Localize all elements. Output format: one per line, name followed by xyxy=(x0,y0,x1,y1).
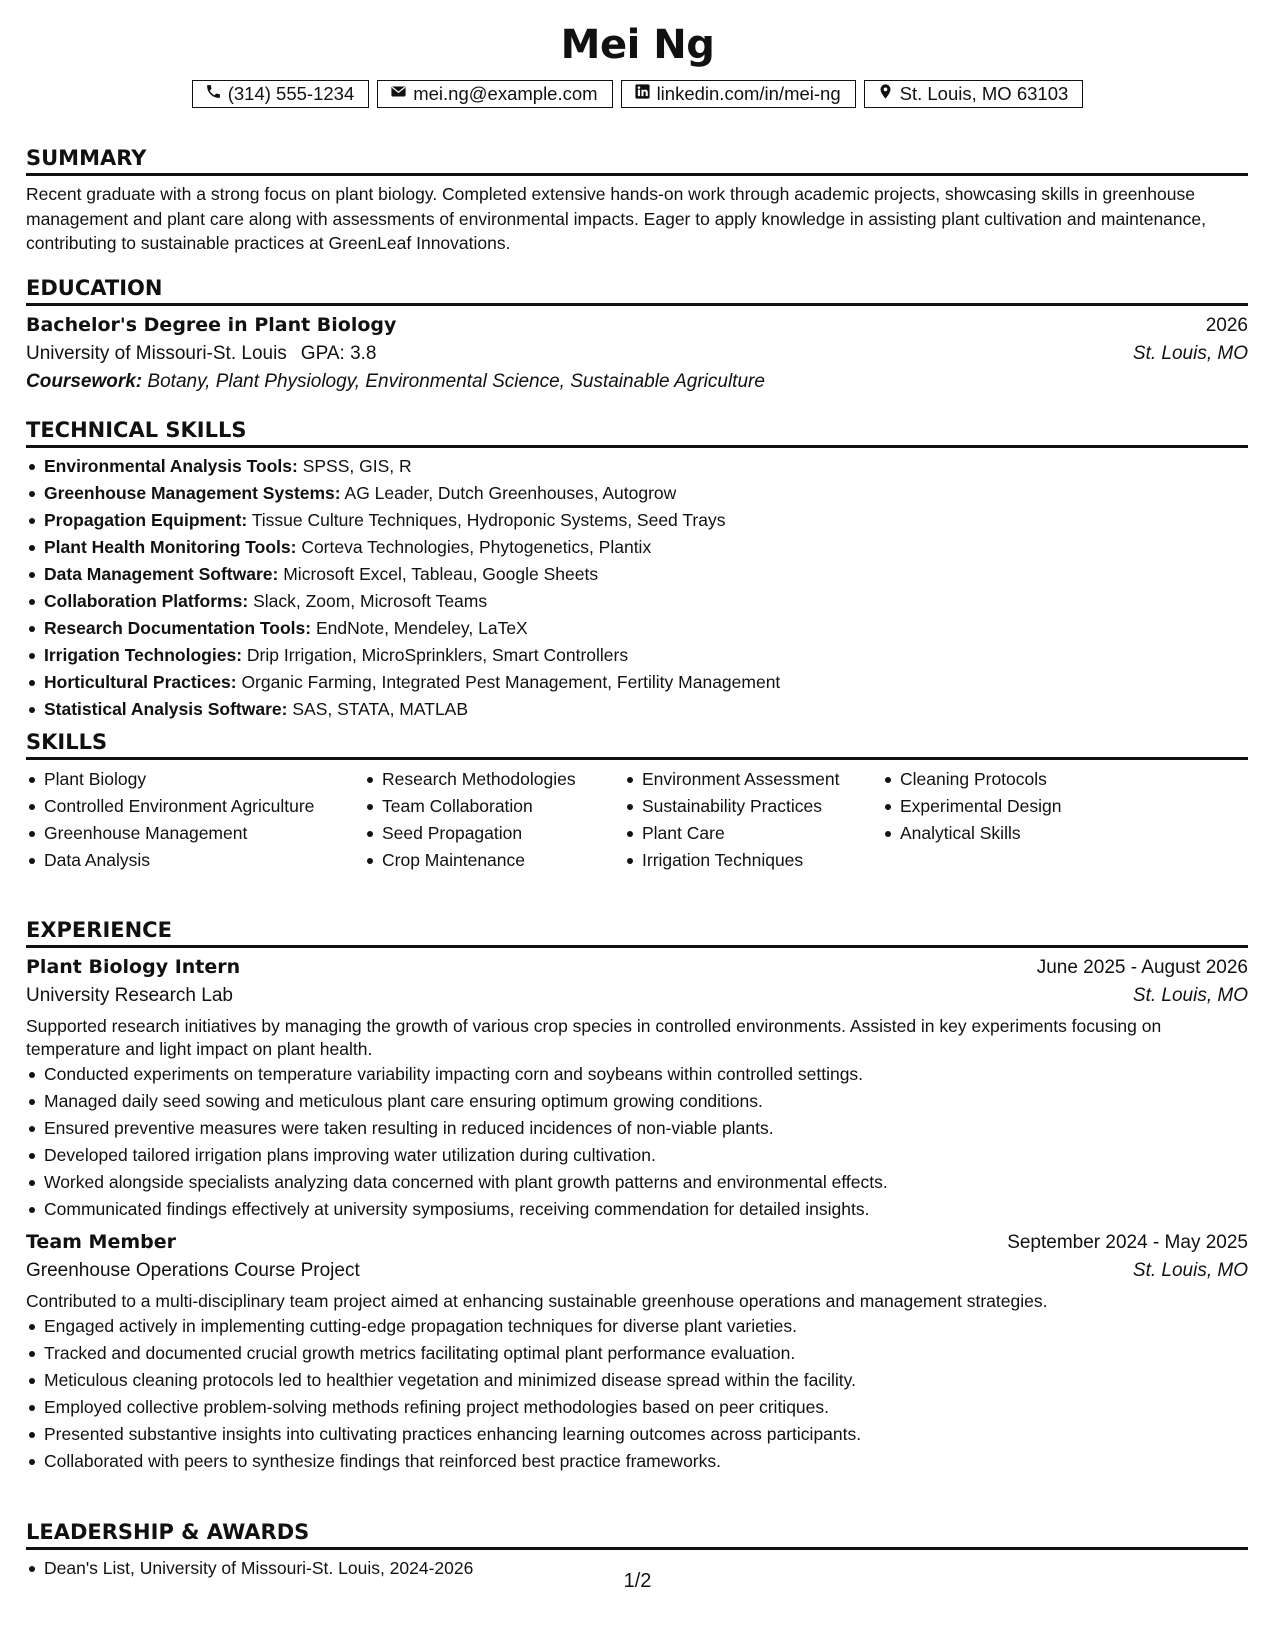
summary-text: Recent graduate with a strong focus on plant biology. Completed extensive hands-on work through academic projects, showcasing skills in greenhouse management and plant care along with assessments of environmental impacts. Eager to apply knowledge in assisting plant cultivation and maintenance, contributing to sustainable practices at GreenLeaf Innovations. xyxy=(26,184,1206,253)
skill-value: SPSS, GIS, R xyxy=(302,456,412,476)
contact-location xyxy=(864,80,1084,108)
job-location: St. Louis, MO xyxy=(1132,1260,1248,1281)
education-school-row xyxy=(26,343,1248,365)
list-item: Research Methodologies xyxy=(382,766,624,793)
skill-label: Plant Health Monitoring Tools: xyxy=(44,537,297,557)
list-item xyxy=(44,507,1248,534)
list-item: Data Analysis xyxy=(44,847,364,874)
skill-label: Data Management Software: xyxy=(44,564,279,584)
list-item: Experimental Design xyxy=(900,793,1140,820)
job-bullets xyxy=(26,1313,1248,1475)
list-item: Worked alongside specialists analyzing data concerned with plant growth patterns and environmental effects. xyxy=(44,1169,1248,1196)
technical-skills-section xyxy=(26,418,1248,723)
section-title-leadership: LEADERSHIP & AWARDS xyxy=(26,1520,1248,1550)
gpa: GPA: 3.8 xyxy=(300,343,377,364)
list-item: Team Collaboration xyxy=(382,793,624,820)
list-item: Plant Care xyxy=(642,820,882,847)
skills-section xyxy=(26,730,1248,874)
coursework-list: Botany, Plant Physiology, Environmental Science, Sustainable Agriculture xyxy=(147,371,765,392)
job-location: St. Louis, MO xyxy=(1132,985,1248,1006)
skills-column-4 xyxy=(882,766,1140,874)
job-entry xyxy=(26,1231,1248,1475)
skill-label: Irrigation Technologies: xyxy=(44,645,243,665)
contact-bar xyxy=(0,80,1275,108)
section-title-technical-skills: TECHNICAL SKILLS xyxy=(26,418,1248,448)
list-item xyxy=(44,588,1248,615)
list-item: Plant Biology xyxy=(44,766,364,793)
job-bullets xyxy=(26,1061,1248,1223)
list-item: Presented substantive insights into cultivating practices enhancing learning outcomes across participants. xyxy=(44,1421,1248,1448)
skill-label: Horticultural Practices: xyxy=(44,672,237,692)
coursework-line xyxy=(26,371,1248,393)
skills-column-2 xyxy=(364,766,624,874)
job-role: Team Member xyxy=(26,1231,177,1253)
contact-location-text: St. Louis, MO 63103 xyxy=(899,83,1069,104)
list-item: Analytical Skills xyxy=(900,820,1140,847)
list-item xyxy=(44,669,1248,696)
list-item: Irrigation Techniques xyxy=(642,847,882,874)
section-title-education: EDUCATION xyxy=(26,276,1248,306)
list-item xyxy=(44,453,1248,480)
list-item xyxy=(44,561,1248,588)
school-location: St. Louis, MO xyxy=(1132,343,1248,364)
school-line xyxy=(26,343,376,365)
skill-value: SAS, STATA, MATLAB xyxy=(292,699,469,719)
skills-columns xyxy=(26,766,1248,874)
envelope-icon xyxy=(390,83,407,105)
job-dates: September 2024 - May 2025 xyxy=(1007,1232,1248,1253)
degree-title: Bachelor's Degree in Plant Biology xyxy=(26,314,397,336)
list-item xyxy=(44,480,1248,507)
job-dates: June 2025 - August 2026 xyxy=(1036,957,1248,978)
candidate-name: Mei Ng xyxy=(560,22,715,68)
list-item xyxy=(44,534,1248,561)
list-item: Collaborated with peers to synthesize findings that reinforced best practice frameworks. xyxy=(44,1448,1248,1475)
section-title-summary: SUMMARY xyxy=(26,146,1248,176)
list-item: Tracked and documented crucial growth metrics facilitating optimal plant performance evaluation. xyxy=(44,1340,1248,1367)
school-name: University of Missouri-St. Louis xyxy=(26,343,287,364)
skill-value: Tissue Culture Techniques, Hydroponic Systems, Seed Trays xyxy=(251,510,726,530)
skill-value: Drip Irrigation, MicroSprinklers, Smart Controllers xyxy=(246,645,629,665)
list-item: Greenhouse Management xyxy=(44,820,364,847)
skill-label: Environmental Analysis Tools: xyxy=(44,456,298,476)
experience-section xyxy=(26,918,1248,1475)
contact-email-text: mei.ng@example.com xyxy=(413,83,598,104)
list-item: Employed collective problem-solving methods refining project methodologies based on peer critiques. xyxy=(44,1394,1248,1421)
skills-column-3 xyxy=(624,766,882,874)
skill-value: Slack, Zoom, Microsoft Teams xyxy=(253,591,488,611)
job-org: University Research Lab xyxy=(26,985,233,1006)
list-item: Cleaning Protocols xyxy=(900,766,1140,793)
education-header-row xyxy=(26,314,1248,337)
skill-value: Microsoft Excel, Tableau, Google Sheets xyxy=(283,564,599,584)
list-item: Meticulous cleaning protocols led to healthier vegetation and minimized disease spread within the facility. xyxy=(44,1367,1248,1394)
coursework-label: Coursework: xyxy=(26,371,143,392)
job-role: Plant Biology Intern xyxy=(26,956,241,978)
skills-column-1 xyxy=(26,766,364,874)
skill-value: AG Leader, Dutch Greenhouses, Autogrow xyxy=(344,483,677,503)
list-item: Engaged actively in implementing cutting-edge propagation techniques for diverse plant varieties. xyxy=(44,1313,1248,1340)
technical-skills-list xyxy=(26,453,1248,723)
job-header-row xyxy=(26,1231,1248,1254)
section-title-skills: SKILLS xyxy=(26,730,1248,760)
skill-value: Corteva Technologies, Phytogenetics, Plantix xyxy=(301,537,652,557)
graduation-year: 2026 xyxy=(1205,315,1248,336)
skill-label: Statistical Analysis Software: xyxy=(44,699,288,719)
job-header-row xyxy=(26,956,1248,979)
contact-email[interactable] xyxy=(377,80,612,108)
job-org-row xyxy=(26,1260,1248,1282)
map-pin-icon xyxy=(877,83,894,105)
list-item: Communicated findings effectively at university symposiums, receiving commendation for detailed insights. xyxy=(44,1196,1248,1223)
contact-phone-text: (314) 555-1234 xyxy=(227,83,355,104)
education-section xyxy=(26,276,1248,393)
skill-label: Collaboration Platforms: xyxy=(44,591,249,611)
list-item xyxy=(44,615,1248,642)
phone-icon xyxy=(205,83,222,105)
job-org-row xyxy=(26,985,1248,1007)
list-item: Crop Maintenance xyxy=(382,847,624,874)
list-item: Seed Propagation xyxy=(382,820,624,847)
skill-value: EndNote, Mendeley, LaTeX xyxy=(315,618,528,638)
contact-linkedin-text: linkedin.com/in/mei-ng xyxy=(656,83,841,104)
list-item xyxy=(44,642,1248,669)
skill-label: Greenhouse Management Systems: xyxy=(44,483,341,503)
job-org: Greenhouse Operations Course Project xyxy=(26,1260,360,1281)
list-item: Ensured preventive measures were taken resulting in reduced incidences of non-viable plants. xyxy=(44,1115,1248,1142)
skill-value: Organic Farming, Integrated Pest Management, Fertility Management xyxy=(241,672,781,692)
page-number: 1/2 xyxy=(623,1570,652,1592)
contact-phone[interactable] xyxy=(192,80,370,108)
skill-label: Research Documentation Tools: xyxy=(44,618,312,638)
job-summary: Supported research initiatives by managing the growth of various crop species in controlled environments. Assisted in key experiments focusing on temperature and light impact on plant health. xyxy=(26,1016,1162,1059)
skill-label: Propagation Equipment: xyxy=(44,510,248,530)
list-item: Controlled Environment Agriculture xyxy=(44,793,364,820)
job-summary: Contributed to a multi-disciplinary team project aimed at enhancing sustainable greenhouse operations and management strategies. xyxy=(26,1291,1048,1311)
list-item: Developed tailored irrigation plans improving water utilization during cultivation. xyxy=(44,1142,1248,1169)
contact-linkedin[interactable] xyxy=(621,80,856,108)
list-item: Sustainability Practices xyxy=(642,793,882,820)
summary-section xyxy=(26,146,1248,256)
list-item: Environment Assessment xyxy=(642,766,882,793)
list-item: Managed daily seed sowing and meticulous plant care ensuring optimum growing conditions. xyxy=(44,1088,1248,1115)
linkedin-icon xyxy=(634,83,651,105)
job-entry xyxy=(26,956,1248,1223)
list-item xyxy=(44,696,1248,723)
section-title-experience: EXPERIENCE xyxy=(26,918,1248,948)
list-item: Conducted experiments on temperature variability impacting corn and soybeans within controlled settings. xyxy=(44,1061,1248,1088)
list-item: Dean's List, University of Missouri-St. Louis, 2024-2026 xyxy=(44,1555,1248,1582)
